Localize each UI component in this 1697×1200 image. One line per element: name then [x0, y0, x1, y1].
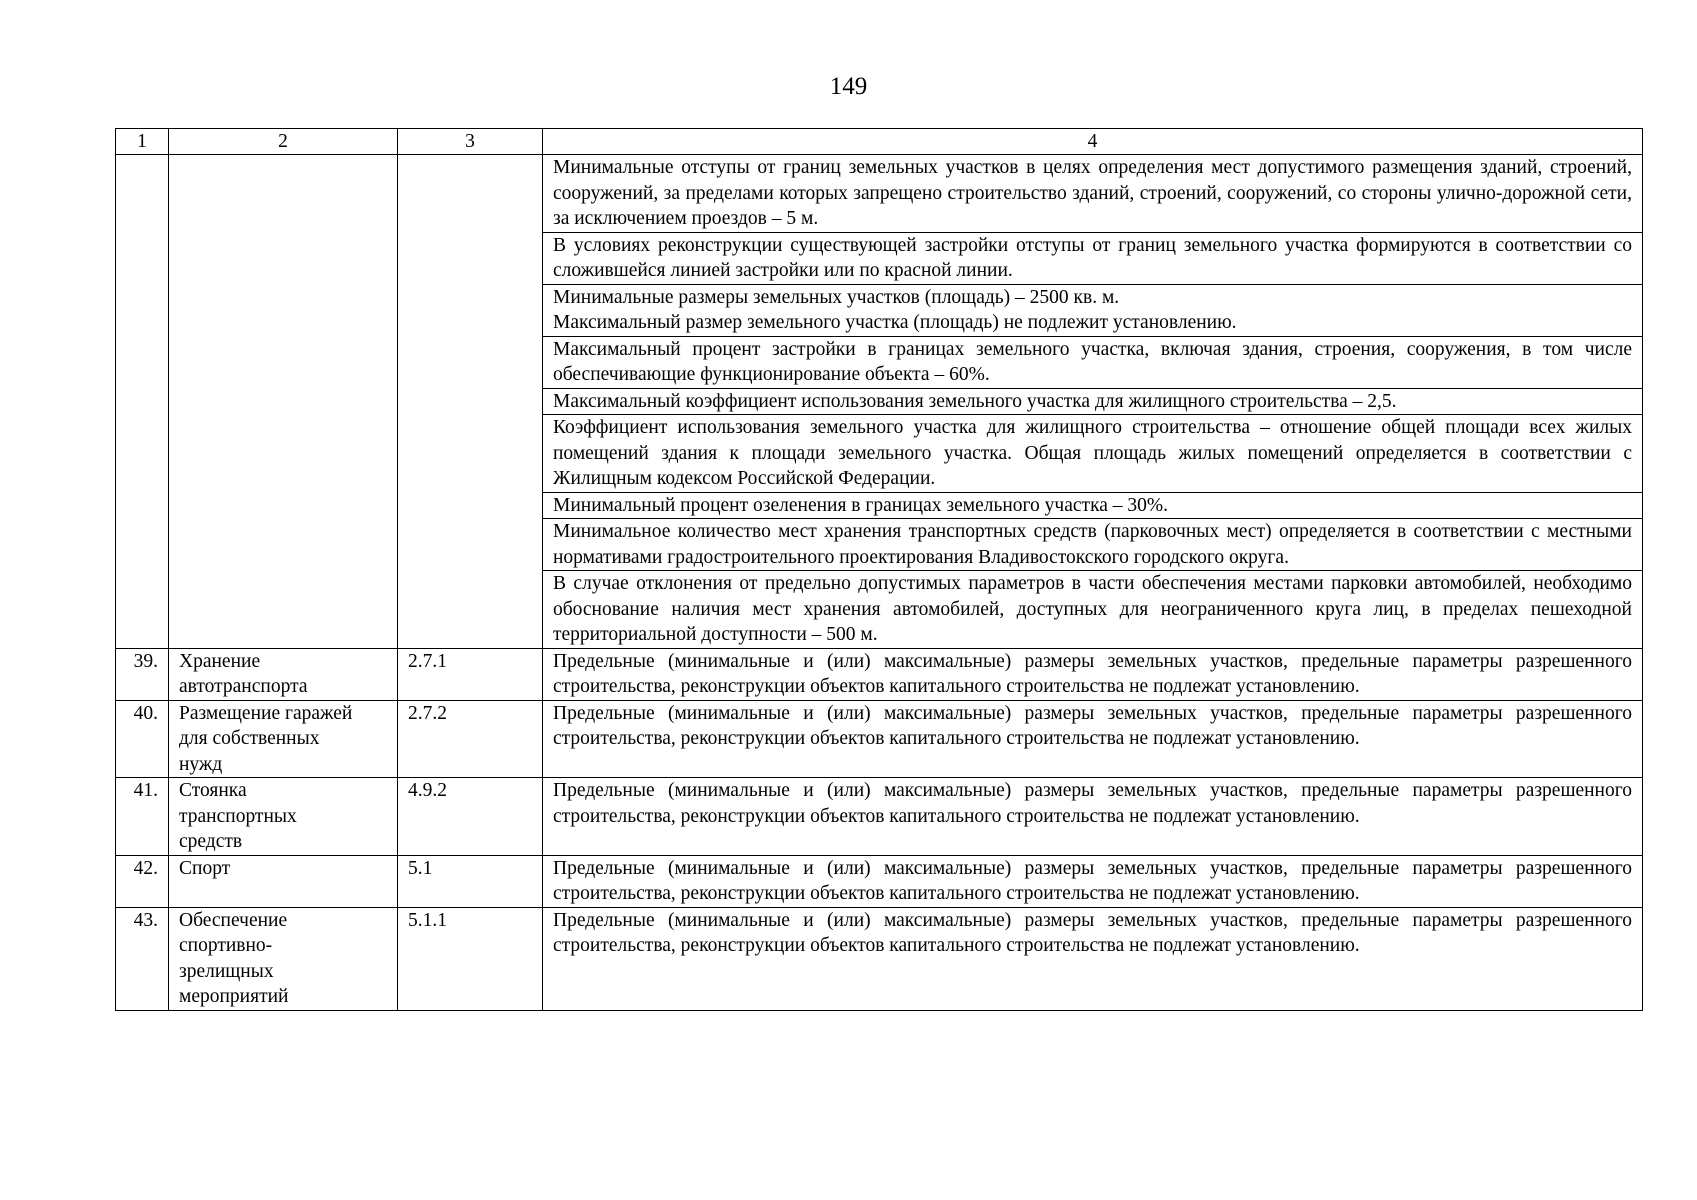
land-use-name	[169, 907, 398, 1010]
param-reconstruction-setbacks: В условиях реконструкции существующей застройки отступы от границ земельного участка формируются в соответствии со сложившейся линией застройки или по красной линии.	[543, 232, 1643, 284]
table-body	[116, 155, 1643, 1011]
table-row	[116, 648, 1643, 700]
row-number: 39.	[116, 648, 169, 700]
continuation-name-cell	[169, 155, 398, 649]
param-max-coverage: Максимальный процент застройки в границах земельного участка, включая здания, строения, сооружения, в том числе обеспечивающие функционирование объекта – 60%.	[543, 336, 1643, 388]
row-number: 40.	[116, 700, 169, 778]
param-parking-deviation: В случае отклонения от предельно допустимых параметров в части обеспечения местами парковки автомобилей, необходимо обоснование наличия мест хранения автомобилей, доступных для неограниченного круга лиц, в пределах пешеходной территориальной доступности – 500 м.	[543, 571, 1643, 649]
land-use-name-line: спортивно-	[179, 935, 273, 956]
table-row	[116, 700, 1643, 778]
continuation-num-cell	[116, 155, 169, 649]
header-row	[116, 129, 1643, 155]
land-use-params: Предельные (минимальные и (или) максимальные) размеры земельных участков, предельные параметры разрешенного строительства, реконструкции объектов капитального строительства не подлежат установлению.	[543, 700, 1643, 778]
page-number: 149	[829, 73, 868, 100]
land-use-name-line: Обеспечение	[179, 909, 288, 931]
land-use-code: 5.1	[398, 855, 543, 907]
land-use-name-line: для собственных	[179, 728, 320, 749]
land-use-name-line: Хранение	[179, 650, 261, 672]
land-use-params: Предельные (минимальные и (или) максимальные) размеры земельных участков, предельные параметры разрешенного строительства, реконструкции объектов капитального строительства не подлежат установлению.	[543, 907, 1643, 1010]
table-row	[116, 855, 1643, 907]
param-min-greenery: Минимальный процент озеленения в границах земельного участка – 30%.	[543, 492, 1643, 519]
param-plot-size-min: Минимальные размеры земельных участков (площадь) – 2500 кв. м.	[553, 286, 1120, 308]
land-use-params: Предельные (минимальные и (или) максимальные) размеры земельных участков, предельные параметры разрешенного строительства, реконструкции объектов капитального строительства не подлежат установлению.	[543, 778, 1643, 856]
land-use-params: Предельные (минимальные и (или) максимальные) размеры земельных участков, предельные параметры разрешенного строительства, реконструкции объектов капитального строительства не подлежат установлению.	[543, 648, 1643, 700]
param-usage-coefficient-definition: Коэффициент использования земельного участка для жилищного строительства – отношение общей площади всех жилых помещений здания к площади земельного участка. Общая площадь жилых помещений определяется в соответствии с Жилищным кодексом Российской Федерации.	[543, 415, 1643, 493]
table-row	[116, 778, 1643, 856]
land-use-name-line: зрелищных	[179, 960, 274, 982]
table-row	[116, 907, 1643, 1010]
land-use-parameters-table	[115, 128, 1643, 1011]
land-use-name	[169, 700, 398, 778]
row-number: 41.	[116, 778, 169, 856]
header-col-4: 4	[543, 129, 1643, 155]
land-use-name-line: транспортных	[179, 805, 297, 827]
land-use-name	[169, 648, 398, 700]
continuation-code-cell	[398, 155, 543, 649]
param-setbacks: Минимальные отступы от границ земельных участков в целях определения мест допустимого размещения зданий, строений, сооружений, за пределами которых запрещено строительство зданий, строений, сооружений, со стороны улично-дорожной сети, за исключением проездов – 5 м.	[543, 155, 1643, 233]
row-number: 43.	[116, 907, 169, 1010]
header-col-3: 3	[398, 129, 543, 155]
param-plot-size-max: Максимальный размер земельного участка (площадь) не подлежит установлению.	[553, 312, 1237, 333]
land-use-params: Предельные (минимальные и (или) максимальные) размеры земельных участков, предельные параметры разрешенного строительства, реконструкции объектов капитального строительства не подлежат установлению.	[543, 855, 1643, 907]
land-use-name-line: Размещение гаражей	[179, 702, 353, 724]
continuation-row	[116, 155, 1643, 233]
land-use-name-line: Спорт	[179, 857, 231, 879]
land-use-name-line: нужд	[179, 753, 223, 775]
header-col-2: 2	[169, 129, 398, 155]
param-parking-count: Минимальное количество мест хранения транспортных средств (парковочных мест) определяется в соответствии с местными нормативами градостроительного проектирования Владивостокского городского округа.	[543, 519, 1643, 571]
land-use-name-line: средств	[179, 831, 243, 852]
land-use-name-line: автотранспорта	[179, 676, 308, 697]
land-use-code: 5.1.1	[398, 907, 543, 1010]
land-use-name	[169, 855, 398, 907]
land-use-name-line: мероприятий	[179, 986, 289, 1007]
row-number: 42.	[116, 855, 169, 907]
header-col-1: 1	[116, 129, 169, 155]
land-use-code: 2.7.2	[398, 700, 543, 778]
param-plot-size	[543, 284, 1643, 336]
land-use-code: 2.7.1	[398, 648, 543, 700]
param-max-usage-coefficient: Максимальный коэффициент использования земельного участка для жилищного строительства – 2,5.	[543, 388, 1643, 415]
land-use-name	[169, 778, 398, 856]
land-use-code: 4.9.2	[398, 778, 543, 856]
table-header	[116, 129, 1643, 155]
land-use-name-line: Стоянка	[179, 780, 247, 801]
